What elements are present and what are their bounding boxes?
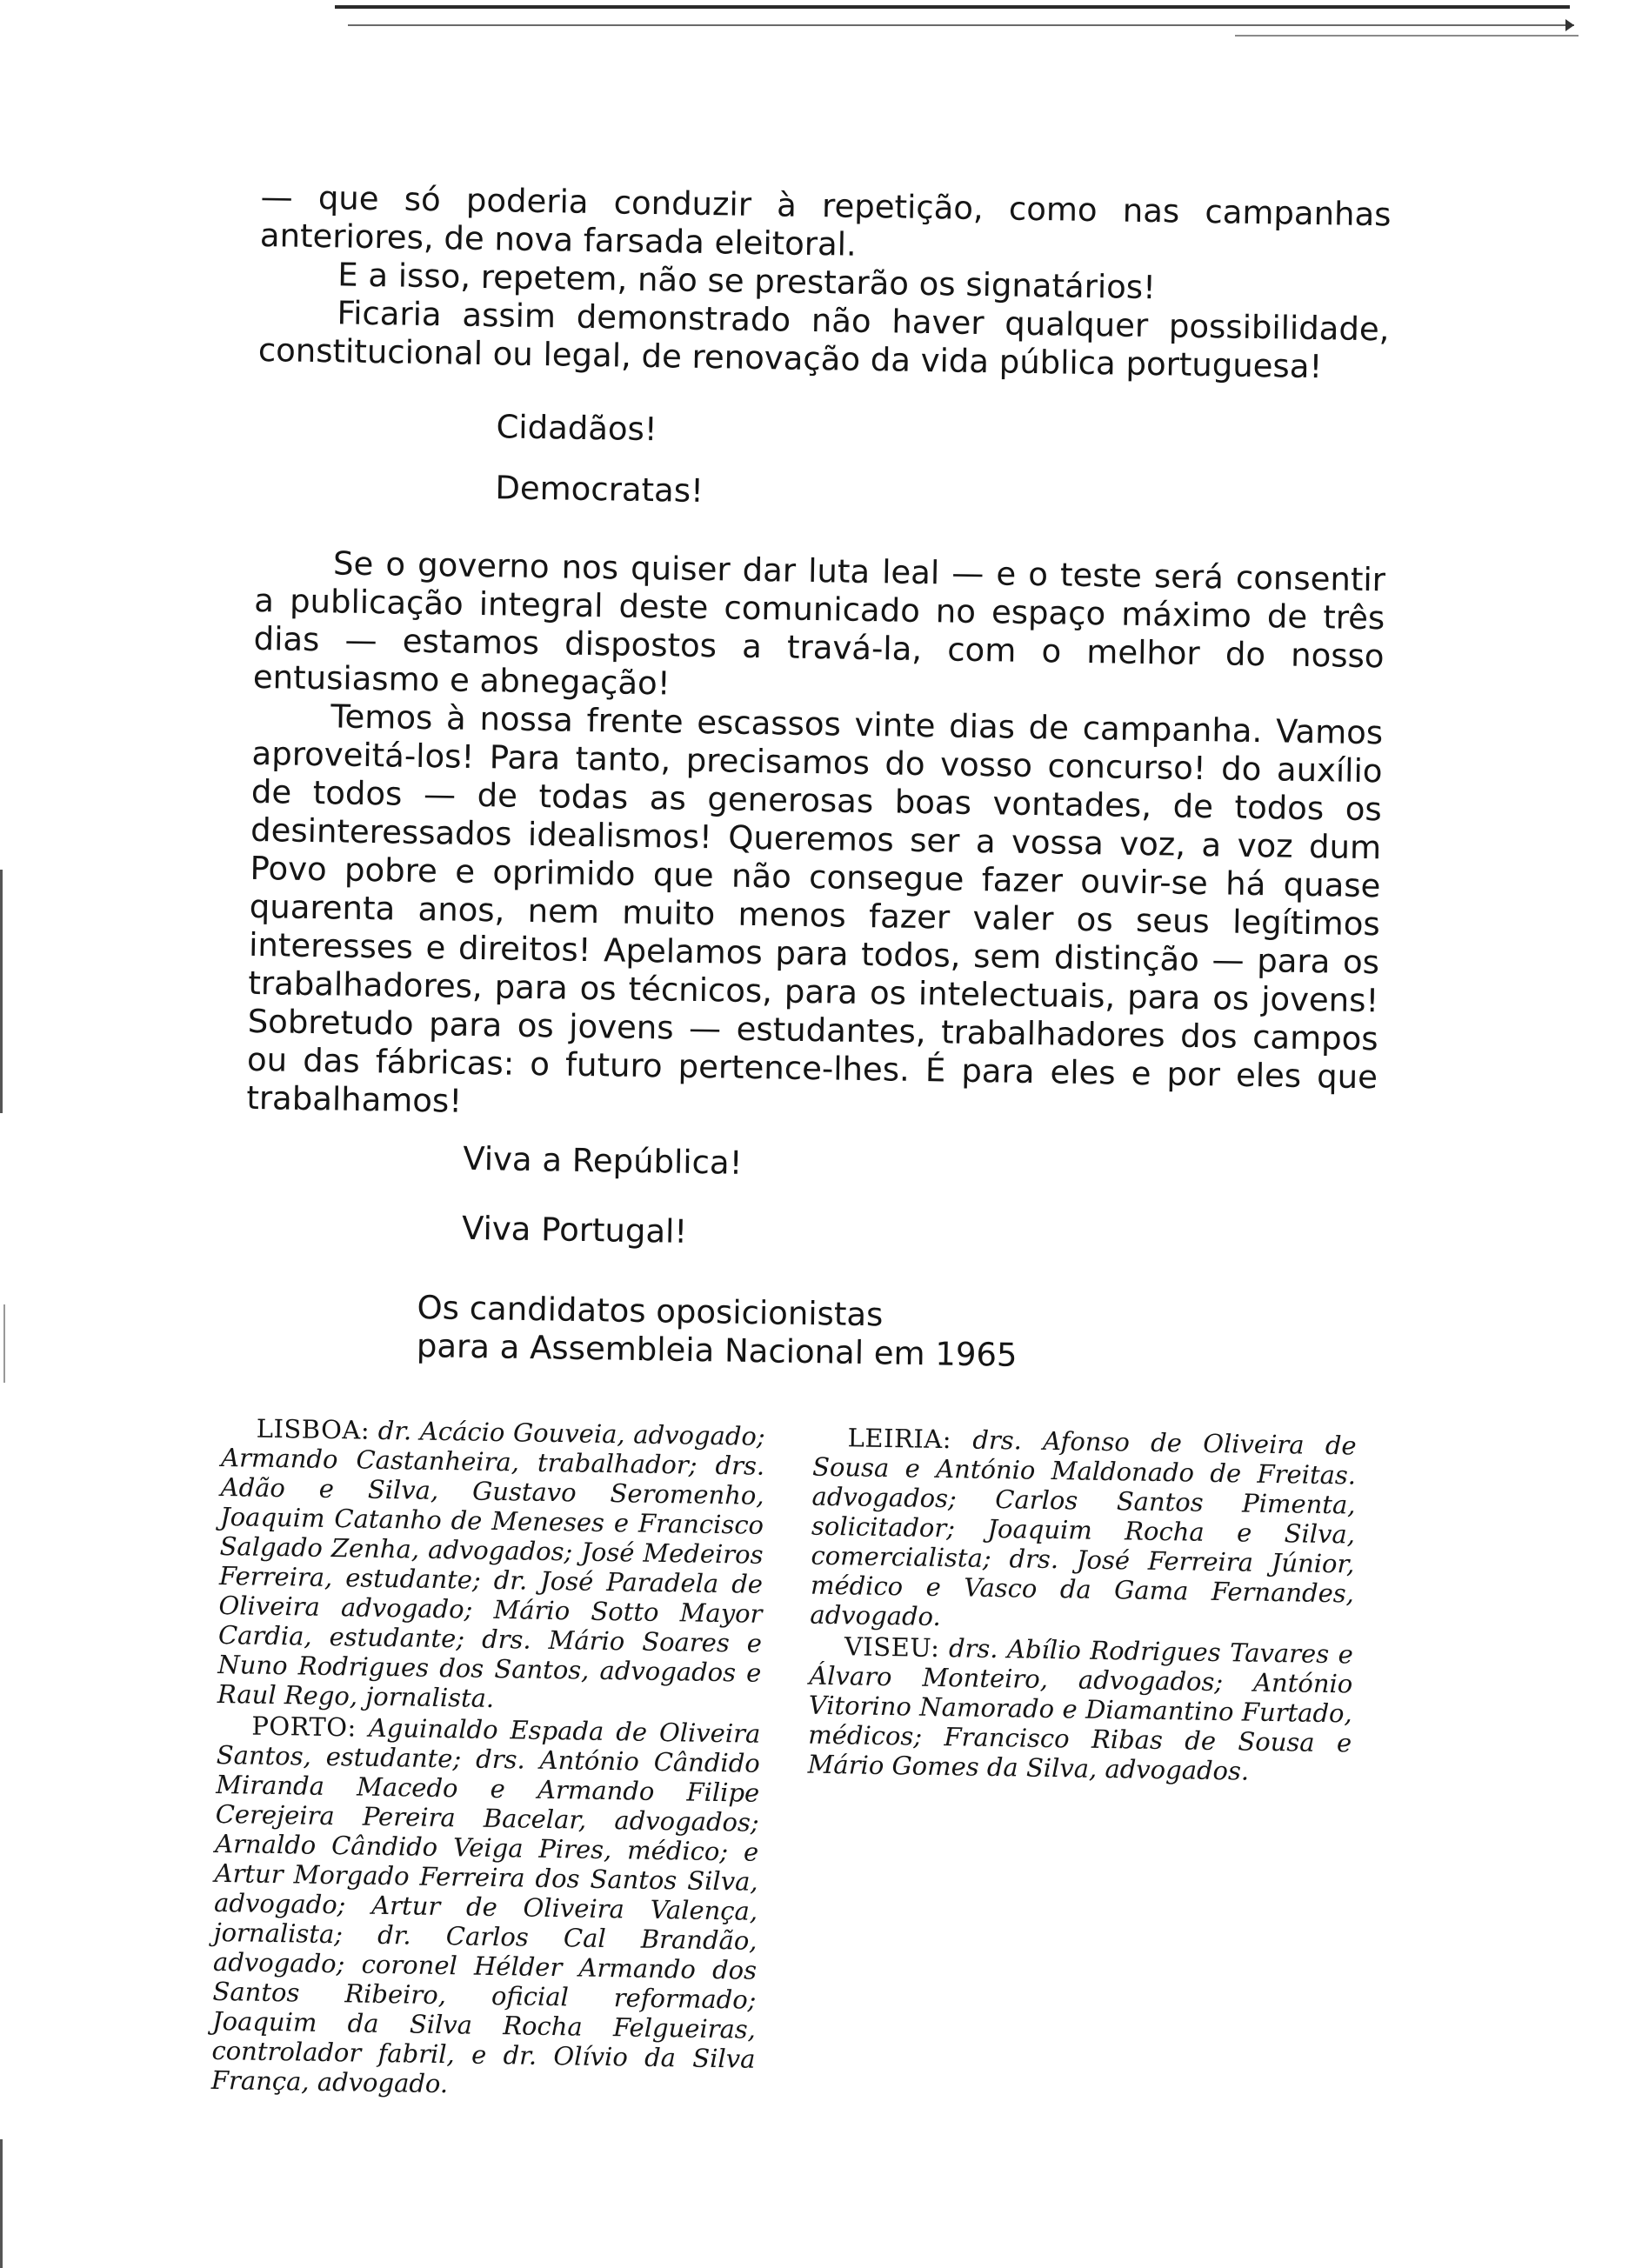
district-viseu — [807, 1631, 1353, 1788]
district-porto — [211, 1711, 761, 2104]
signature-line: Os candidatos oposicionistas — [417, 1288, 884, 1334]
scan-edge-mark — [0, 870, 3, 1113]
candidate-list — [211, 1413, 1357, 2114]
salutation-democrats: Democratas! — [495, 469, 704, 510]
candidate-column-right — [803, 1423, 1357, 2115]
district-label: LEIRIA: — [847, 1423, 952, 1455]
signature-line: para a Assembleia Nacional em 1965 — [416, 1326, 1018, 1374]
top-rule — [335, 5, 1570, 9]
body-paragraph: Se o governo nos quiser dar luta leal — e o teste será consentir a publicação integral deste comunicado no espaço máximo de três dias — estamos dispostos a travá-la, com o melhor do nosso entusiasmo e abnegação! — [252, 544, 1386, 703]
district-candidates: drs. Abílio Rodrigues Tavares e Álvaro Monteiro, advogados; António Vitorino Namorado e Diamantino Furtado, médicos; Francisco Ribas de Sousa e Mário Gomes da Silva, advogados. — [807, 1633, 1354, 1786]
candidate-column-left — [211, 1413, 765, 2105]
district-candidates: dr. Acácio Gouveia, advogado; Armando Castanheira, trabalhador; drs. Adão e Silva, Gustavo Seromenho, Joaquim Catanho de Meneses e Francisco Salgado Zenha, advogados; José Medeiros Ferreira, estudante; dr. José Paradela de Oliveira advogado; Mário Sotto Mayor Cardia, estudante; drs. Mário Soares e Nuno Rodrigues dos Santos, advogados e Raul Rego, jornalista. — [217, 1415, 765, 1713]
district-label: PORTO: — [251, 1711, 357, 1743]
district-candidates: drs. Afonso de Oliveira de Sousa e António Maldonado de Freitas. advogados; Carlos Santos Pimenta, solicitador; Joaquim Rocha e Silva, comercialista; drs. José Ferreira Júnior, médico e Vasco da Gama Fernandes, advogado. — [810, 1424, 1357, 1632]
intro-paragraph: E a isso, repetem, não se prestarão os signatários! — [337, 256, 1157, 307]
district-label: LISBOA: — [256, 1413, 370, 1445]
district-candidates: Aguinaldo Espada de Oliveira Santos, estudante; drs. António Cândido Miranda Macedo e Armando Filipe Cerejeira Pereira Bacelar, advogados; Arnaldo Cândido Veiga Pires, médico; e Artur Morgado Ferreira dos Santos Silva, advogado; Artur de Oliveira Valença, jornalista; dr. Carlos Cal Brandão, advogado; coronel Hélder Armando dos Santos Ribeiro, oficial reformado; Joaquim da Silva Rocha Felgueiras, controlador fabril, e dr. Olívio da Silva França, advogado. — [210, 1712, 761, 2099]
salutation-citizens: Cidadãos! — [496, 408, 658, 449]
district-lisboa — [217, 1413, 765, 1718]
cheer-republic: Viva a República! — [462, 1139, 743, 1182]
intro-paragraph: — que só poderia conduzir à repetição, como nas campanhas anteriores, de nova farsada eleitoral. — [259, 178, 1392, 263]
top-rule-secondary — [348, 24, 1574, 26]
scan-edge-mark — [3, 1304, 5, 1383]
intro-paragraph: Ficaria assim demonstrado não haver qualquer possibilidade, constitucional ou legal, de renovação da vida pública portuguesa! — [257, 294, 1390, 386]
page-edge-arrow-icon — [1565, 19, 1574, 31]
cheer-portugal: Viva Portugal! — [461, 1209, 688, 1251]
body-paragraph: Temos à nossa frente escassos vinte dias de campanha. Vamos aproveitá-los! Para tanto, precisamos do vosso concurso! do auxílio de todos — de todas as generosas boas vontades, de todos os desinteressados idealismos! Queremos ser a vossa voz, a voz dum Povo pobre e oprimido que não consegue fazer ouvir-se há quase quarenta anos, nem muito menos fazer valer os seus legítimos interesses e direitos! Apelamos para todos, sem distinção — para os trabalhadores, para os técnicos, para os intelectuais, para os jovens! Sobretudo para os jovens — estudantes, trabalhadores dos campos ou das fábricas: o futuro pertence-lhes. É para eles e por eles que trabalhamos! — [246, 697, 1384, 1120]
scan-edge-mark — [0, 2139, 3, 2268]
district-leiria — [810, 1423, 1357, 1638]
district-label: VISEU: — [844, 1631, 940, 1663]
top-rule-tertiary — [1235, 35, 1579, 37]
communique-text — [243, 178, 1392, 1380]
